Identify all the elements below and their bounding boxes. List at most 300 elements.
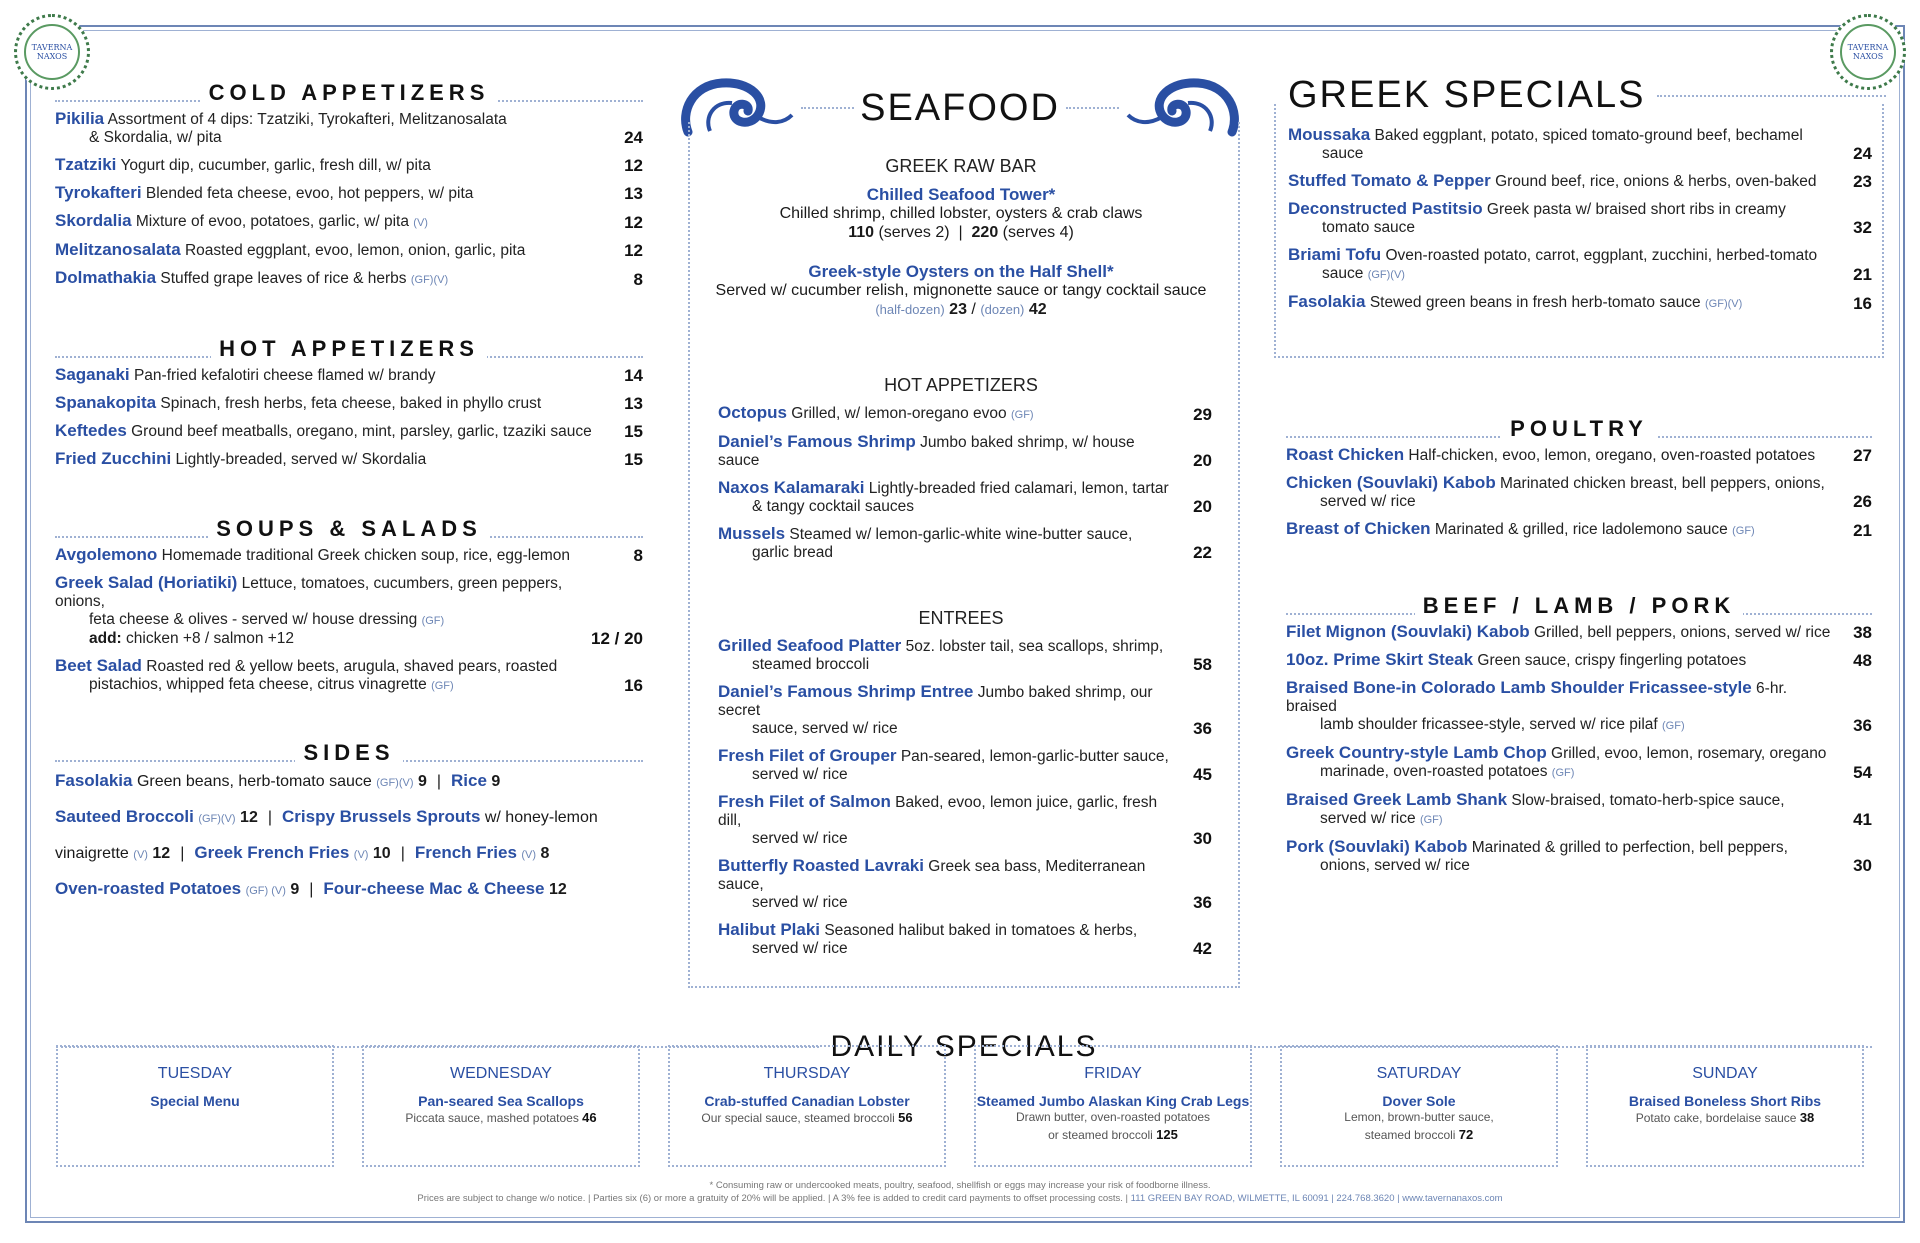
- menu-item: [1286, 474, 1872, 511]
- poultry-list: [1286, 446, 1872, 540]
- item-line: [55, 129, 605, 147]
- add-label: add:: [89, 630, 122, 647]
- item-price: 12 / 20: [591, 629, 643, 648]
- special-price: 72: [1458, 1127, 1474, 1142]
- item-price: 15: [624, 450, 643, 469]
- item-line: [1288, 293, 1834, 313]
- item-price: 45: [1193, 765, 1212, 784]
- item-line: [55, 574, 605, 611]
- menu-item: [718, 857, 1212, 912]
- item-line: [718, 479, 1174, 498]
- item-line: [718, 793, 1174, 830]
- item-line: [55, 241, 605, 260]
- seafood-tower: [710, 185, 1212, 242]
- diet-tag: (V): [521, 849, 537, 861]
- special-name: Special Menu: [150, 1093, 240, 1109]
- separator: |: [180, 845, 185, 862]
- item-name: 10oz. Prime Skirt Steak: [1286, 650, 1474, 669]
- item-desc: Slow-braised, tomato-herb-spice sauce,: [1511, 792, 1785, 809]
- poultry-heading: [1286, 416, 1872, 442]
- sides-line: [55, 836, 643, 872]
- diet-tag: (GF)(V): [1367, 269, 1405, 281]
- menu-item: [718, 683, 1212, 738]
- item-desc: Stewed green beans in fresh herb-tomato sauce: [1369, 294, 1701, 311]
- item-line: [1286, 651, 1834, 670]
- day-name: WEDNESDAY: [450, 1065, 552, 1082]
- item-desc: served w/ rice: [752, 766, 848, 783]
- side-name: Four-cheese Mac & Cheese: [323, 879, 545, 898]
- daily-special-card: [362, 1045, 640, 1167]
- item-desc: served w/ rice: [1320, 810, 1416, 827]
- oyster-prices: (half-dozen) 23 / (dozen) 42: [875, 301, 1047, 318]
- item-desc: served w/ rice: [1320, 493, 1416, 510]
- item-desc: Oven-roasted potato, carrot, eggplant, zucchini, herbed-tomato: [1385, 247, 1818, 264]
- item-price: 38: [1853, 623, 1872, 642]
- side-name: Greek French Fries: [194, 843, 350, 862]
- greek-specials-list: [1276, 104, 1882, 313]
- item-desc: sauce: [1322, 265, 1364, 282]
- item-name: Melitzanosalata: [55, 240, 181, 259]
- menu-item: [55, 156, 643, 175]
- menu-item: [718, 404, 1212, 424]
- item-line: [1286, 716, 1834, 735]
- item-price: 21: [1853, 521, 1872, 540]
- item-name: Halibut Plaki: [718, 920, 821, 939]
- item-price: 41: [1853, 810, 1872, 829]
- seafood-box: [688, 122, 1240, 988]
- menu-item: [1288, 246, 1872, 284]
- oysters: [710, 262, 1212, 319]
- item-desc: Roasted eggplant, evoo, lemon, onion, garlic, pita: [184, 242, 526, 259]
- add-on-line: [55, 630, 605, 648]
- menu-item: [1286, 744, 1872, 782]
- special-price: 125: [1156, 1127, 1178, 1142]
- item-line: [718, 894, 1174, 912]
- item-desc: marinade, oven-roasted potatoes: [1320, 763, 1548, 780]
- item-price: 23: [1853, 172, 1872, 191]
- item-desc: tomato sauce: [1322, 219, 1416, 236]
- item-price: 12: [624, 156, 643, 175]
- menu-item: [55, 546, 643, 565]
- item-price: 13: [624, 184, 643, 203]
- item-name: Fried Zucchini: [55, 449, 172, 468]
- item-price: 21: [1853, 265, 1872, 284]
- price: 220: [971, 224, 999, 241]
- item-name: Tzatziki: [55, 155, 117, 174]
- item-name: Pikilia: [55, 109, 105, 128]
- menu-item: [1286, 623, 1872, 642]
- item-line: [55, 657, 605, 676]
- diet-tag: (V): [353, 849, 369, 861]
- item-desc: Steamed w/ lemon-garlic-white wine-butter sauce,: [789, 526, 1133, 543]
- item-desc: Marinated chicken breast, bell peppers, onions,: [1500, 475, 1825, 492]
- menu-item: [55, 110, 643, 147]
- special-price: 38: [1799, 1110, 1815, 1125]
- diet-tag: (GF)(V): [410, 274, 449, 286]
- sides-line: [55, 800, 643, 836]
- item-line: [718, 720, 1174, 738]
- item-desc: Grilled, bell peppers, onions, served w/ rice: [1533, 624, 1831, 641]
- item-line: [1286, 446, 1834, 465]
- item-price: 22: [1193, 543, 1212, 562]
- item-name: Breast of Chicken: [1286, 519, 1431, 538]
- item-line: [55, 212, 605, 232]
- item-desc: Green sauce, crispy fingerling potatoes: [1477, 652, 1747, 669]
- item-line: [55, 184, 605, 203]
- diet-tag: (GF): [1551, 767, 1575, 779]
- item-name: Braised Greek Lamb Shank: [1286, 790, 1508, 809]
- item-line: [55, 269, 605, 289]
- seafood-entrees-list: [718, 637, 1212, 958]
- menu-item: [55, 657, 643, 695]
- qty: (half-dozen): [875, 302, 945, 317]
- item-desc: Baked eggplant, potato, spiced tomato-ground beef, bechamel: [1374, 127, 1803, 144]
- item-line: [1286, 744, 1834, 763]
- item-name: Naxos Kalamaraki: [718, 478, 865, 497]
- item-desc: Pan-fried kefalotiri cheese flamed w/ brandy: [133, 367, 436, 384]
- menu-item: [1288, 172, 1872, 191]
- side-name: French Fries: [414, 843, 517, 862]
- item-line: [1286, 763, 1834, 782]
- special-desc: [1588, 1109, 1862, 1127]
- raw-bar-heading: GREEK RAW BAR: [885, 156, 1037, 176]
- item-line: [55, 156, 605, 175]
- item-price: 12: [624, 241, 643, 260]
- menu-item: [55, 450, 643, 469]
- item-desc: Grilled, w/ lemon-oregano evoo: [791, 405, 1007, 422]
- item-desc: Homemade traditional Greek chicken soup, rice, egg-lemon: [161, 547, 571, 564]
- item-desc: lamb shoulder fricassee-style, served w/ rice pilaf: [1320, 716, 1658, 733]
- item-line: [1288, 172, 1834, 191]
- desc-text: Our special sauce, steamed broccoli: [701, 1111, 895, 1125]
- special-price: 56: [898, 1110, 913, 1125]
- daily-specials-title: DAILY SPECIALS: [830, 1030, 1098, 1063]
- add-text: chicken +8 / salmon +12: [126, 630, 295, 647]
- side-price: 8: [540, 845, 550, 862]
- item-desc: Greek pasta w/ braised short ribs in creamy: [1486, 201, 1786, 218]
- item-line: [1288, 246, 1834, 265]
- diet-tag: (V): [133, 849, 148, 861]
- footer-address: 111 GREEN BAY ROAD, WILMETTE, IL 60091 | 224.768.3620 | www.tavernanaxos.com: [1130, 1193, 1503, 1204]
- item-name: Briami Tofu: [1288, 245, 1382, 264]
- item-price: 48: [1853, 651, 1872, 670]
- item-name: Tyrokafteri: [55, 183, 142, 202]
- item-desc: onions, served w/ rice: [1320, 857, 1470, 874]
- seafood-hot-heading: HOT APPETIZERS: [884, 375, 1038, 395]
- item-name: Fresh Filet of Salmon: [718, 792, 891, 811]
- menu-item: [55, 269, 643, 289]
- item-price: 8: [633, 270, 643, 289]
- item-desc: Jumbo baked shrimp, our secret: [718, 684, 1153, 719]
- item-name: Mussels: [718, 524, 786, 543]
- special-name: Braised Boneless Short Ribs: [1628, 1093, 1822, 1109]
- item-price: 36: [1193, 893, 1212, 912]
- item-line: [55, 394, 605, 413]
- section-title: POULTRY: [1502, 416, 1656, 442]
- item-desc: served w/ rice: [752, 940, 848, 957]
- item-line: [718, 433, 1174, 470]
- item-line: [55, 366, 605, 385]
- daily-special-card: [974, 1045, 1252, 1167]
- logo-text: TAVERNA NAXOS: [31, 43, 73, 61]
- item-desc: Half-chicken, evoo, lemon, oregano, oven-roasted potatoes: [1408, 447, 1816, 464]
- section-title: SIDES: [295, 740, 402, 766]
- item-name: Spanakopita: [55, 393, 157, 412]
- item-line: [718, 656, 1174, 674]
- item-line: [55, 110, 605, 129]
- item-line: [718, 747, 1174, 766]
- item-name: Skordalia: [55, 211, 132, 230]
- section-title: COLD APPETIZERS: [201, 80, 498, 106]
- item-name: Roast Chicken: [1286, 445, 1405, 464]
- item-line: [1288, 219, 1834, 237]
- item-price: 20: [1193, 451, 1212, 470]
- qty: (dozen): [980, 302, 1025, 317]
- special-desc: [1282, 1109, 1556, 1126]
- divider: [1066, 107, 1119, 109]
- item-name: Octopus: [718, 403, 787, 422]
- menu-item: [55, 212, 643, 232]
- daily-special-card: [1586, 1045, 1864, 1167]
- item-price: 24: [1853, 144, 1872, 163]
- beef-lamb-pork-list: [1286, 623, 1872, 875]
- side-name: Sauteed Broccoli: [55, 807, 194, 826]
- item-desc: sauce, served w/ rice: [752, 720, 898, 737]
- item-price: 29: [1193, 405, 1212, 424]
- side-name: Oven-roasted Potatoes: [55, 879, 242, 898]
- menu-item: [1286, 520, 1872, 540]
- item-line: [718, 683, 1174, 720]
- item-price: 16: [624, 676, 643, 695]
- item-name: Avgolemono: [55, 545, 158, 564]
- item-line: [1286, 857, 1834, 875]
- item-line: [718, 766, 1174, 784]
- item-desc: pistachios, whipped feta cheese, citrus vinagrette: [89, 676, 427, 693]
- item-price: 36: [1193, 719, 1212, 738]
- logo-text: TAVERNA NAXOS: [1847, 43, 1889, 61]
- item-name: Dolmathakia: [55, 268, 157, 287]
- special-desc: [364, 1109, 638, 1127]
- daily-special-card: [1280, 1045, 1558, 1167]
- item-line: [1286, 493, 1834, 511]
- menu-item: [1288, 200, 1872, 237]
- day-name: THURSDAY: [763, 1065, 851, 1082]
- item-price: 30: [1853, 856, 1872, 875]
- item-price: 36: [1853, 716, 1872, 735]
- side-price: 12: [240, 809, 258, 826]
- item-line: [1286, 838, 1834, 857]
- beef-heading: [1286, 593, 1872, 619]
- special-desc: [1282, 1126, 1556, 1144]
- special-desc: [670, 1109, 944, 1127]
- side-price: 9: [417, 773, 427, 790]
- item-desc: Jumbo baked shrimp, w/ house sauce: [718, 434, 1135, 469]
- item-name: Greek Salad (Horiatiki): [55, 573, 238, 592]
- side-price: 10: [372, 845, 391, 862]
- oyster-desc: Served w/ cucumber relish, mignonette sauce or tangy cocktail sauce: [715, 282, 1207, 299]
- sides-list: [55, 764, 643, 908]
- menu-item: [55, 366, 643, 385]
- menu-item: [55, 394, 643, 413]
- menu-item: [55, 184, 643, 203]
- diet-tag: (GF)(V): [376, 777, 414, 789]
- item-name: Fasolakia: [1288, 292, 1366, 311]
- menu-item: [718, 637, 1212, 674]
- item-desc: Lettuce, tomatoes, cucumbers, green peppers, onions,: [55, 575, 563, 610]
- item-line: [1286, 520, 1834, 540]
- cold-appetizers-list: [55, 110, 643, 289]
- section-title: BEEF / LAMB / PORK: [1415, 593, 1743, 619]
- item-desc: Assortment of 4 dips: Tzatziki, Tyrokafteri, Melitzanosalata: [107, 111, 507, 128]
- desc-text: Lemon, brown-butter sauce,: [1344, 1110, 1494, 1124]
- special-name: Crab-stuffed Canadian Lobster: [704, 1093, 910, 1109]
- day-name: TUESDAY: [157, 1065, 233, 1082]
- tower-prices: 110 (serves 2) | 220 (serves 4): [848, 224, 1074, 241]
- item-name: Filet Mignon (Souvlaki) Kabob: [1286, 622, 1530, 641]
- hot-appetizers-heading: [55, 336, 643, 362]
- item-name: Braised Bone-in Colorado Lamb Shoulder Fricassee-style: [1286, 678, 1752, 697]
- diet-tag: (GF): [1662, 720, 1685, 732]
- tower-name: Chilled Seafood Tower*: [866, 185, 1056, 204]
- menu-item: [55, 241, 643, 260]
- diet-tag: (GF)(V): [1705, 298, 1743, 310]
- item-desc: 5oz. lobster tail, sea scallops, shrimp,: [905, 638, 1164, 655]
- item-desc: Spinach, fresh herbs, feta cheese, baked in phyllo crust: [160, 395, 542, 412]
- item-desc: 6-hr. braised: [1286, 680, 1788, 715]
- item-line: [55, 611, 605, 630]
- separator: |: [400, 845, 405, 862]
- menu-item: [1288, 293, 1872, 313]
- serves: (serves 2): [878, 224, 950, 241]
- item-name: Saganaki: [55, 365, 130, 384]
- item-price: 15: [624, 422, 643, 441]
- desc-text: Potato cake, bordelaise sauce: [1635, 1111, 1797, 1125]
- divider: [1657, 95, 1886, 97]
- item-desc: Grilled, evoo, lemon, rosemary, oregano: [1551, 745, 1827, 762]
- diet-tag: (GF) (V): [245, 885, 286, 897]
- item-line: [55, 676, 605, 695]
- item-line: [1286, 679, 1834, 716]
- side-price: 9: [491, 773, 501, 790]
- menu-item: [55, 574, 643, 648]
- desc-text: Drawn butter, oven-roasted potatoes: [1015, 1110, 1211, 1124]
- item-name: Pork (Souvlaki) Kabob: [1286, 837, 1468, 856]
- side-desc: vinaigrette: [55, 845, 129, 862]
- side-price: 12: [152, 845, 171, 862]
- item-line: [718, 830, 1174, 848]
- diet-tag: (GF): [1732, 525, 1755, 537]
- item-desc: Greek sea bass, Mediterranean sauce,: [718, 858, 1146, 893]
- separator: |: [267, 809, 272, 826]
- item-line: [1286, 810, 1834, 829]
- seafood-title: SEAFOOD: [860, 86, 1060, 129]
- greek-specials-box: [1274, 104, 1884, 358]
- item-price: 13: [624, 394, 643, 413]
- item-name: Beet Salad: [55, 656, 142, 675]
- desc-text: steamed broccoli: [1364, 1128, 1456, 1142]
- item-price: 58: [1193, 655, 1212, 674]
- item-name: Daniel’s Famous Shrimp: [718, 432, 916, 451]
- day-name: SUNDAY: [1692, 1065, 1758, 1082]
- item-desc: Marinated & grilled to perfection, bell peppers,: [1471, 839, 1788, 856]
- diet-tag: (GF): [421, 615, 445, 627]
- item-name: Butterfly Roasted Lavraki: [718, 856, 924, 875]
- item-desc: Seasoned halibut baked in tomatoes & herbs,: [824, 922, 1138, 939]
- laurel-logo-icon: [14, 14, 90, 90]
- soups-salads-heading: [55, 516, 643, 542]
- item-name: Stuffed Tomato & Pepper: [1288, 171, 1491, 190]
- soups-salads-list: [55, 546, 643, 695]
- side-desc: Green beans, herb-tomato sauce: [136, 773, 372, 790]
- section-title: HOT APPETIZERS: [211, 336, 487, 362]
- tower-desc: Chilled shrimp, chilled lobster, oysters & crab claws: [779, 205, 1143, 222]
- separator: |: [436, 773, 441, 790]
- menu-item: [1286, 651, 1872, 670]
- day-name: FRIDAY: [1084, 1065, 1142, 1082]
- footer-notice: Prices are subject to change w/o notice. | Parties six (6) or more a gratuity of 20% will be applied. | A 3% fee is added to credit card payments to offset processing costs. |: [417, 1193, 1129, 1204]
- item-price: 20: [1193, 497, 1212, 516]
- right-column: [1286, 416, 1872, 884]
- price: 23: [949, 301, 967, 318]
- item-line: [718, 498, 1174, 516]
- desc-text: Piccata sauce, mashed potatoes: [405, 1111, 579, 1125]
- divider: [801, 107, 854, 109]
- item-price: 42: [1193, 939, 1212, 958]
- item-line: [55, 422, 605, 441]
- item-desc: Yogurt dip, cucumber, garlic, fresh dill, w/ pita: [120, 157, 431, 174]
- entrees-heading: ENTREES: [918, 608, 1004, 628]
- item-desc: Baked, evoo, lemon juice, garlic, fresh dill,: [718, 794, 1158, 829]
- item-desc: & tangy cocktail sauces: [752, 498, 914, 515]
- diet-tag: (GF)(V): [198, 813, 236, 825]
- side-price: 12: [548, 881, 567, 898]
- section-title: SOUPS & SALADS: [208, 516, 490, 542]
- daily-special-card: [668, 1045, 946, 1167]
- item-desc: garlic bread: [752, 544, 833, 561]
- menu-item: [1286, 791, 1872, 829]
- special-name: Pan-seared Sea Scallops: [418, 1093, 584, 1109]
- item-line: [718, 404, 1174, 424]
- item-line: [55, 546, 605, 565]
- side-name: Fasolakia: [55, 771, 133, 790]
- desc-text: or steamed broccoli: [1048, 1128, 1153, 1142]
- item-desc: Roasted red & yellow beets, arugula, shaved pears, roasted: [146, 658, 558, 675]
- item-price: 27: [1853, 446, 1872, 465]
- item-name: Keftedes: [55, 421, 127, 440]
- item-desc: Lightly-breaded fried calamari, lemon, tartar: [868, 480, 1169, 497]
- menu-item: [1286, 838, 1872, 875]
- item-desc: Stuffed grape leaves of rice & herbs: [160, 270, 407, 287]
- item-name: Grilled Seafood Platter: [718, 636, 902, 655]
- item-line: [55, 450, 605, 469]
- item-line: [718, 921, 1174, 940]
- serves: (serves 4): [1002, 224, 1074, 241]
- menu-item: [1286, 446, 1872, 465]
- side-name: Rice: [451, 771, 487, 790]
- diet-tag: (GF): [431, 680, 454, 692]
- item-desc: steamed broccoli: [752, 656, 870, 673]
- special-price: 46: [582, 1110, 597, 1125]
- item-name: Deconstructed Pastitsio: [1288, 199, 1483, 218]
- item-line: [1288, 145, 1834, 163]
- item-price: 26: [1853, 492, 1872, 511]
- price: 42: [1028, 301, 1047, 318]
- special-name: Steamed Jumbo Alaskan King Crab Legs: [976, 1093, 1250, 1109]
- item-name: Greek Country-style Lamb Chop: [1286, 743, 1547, 762]
- menu-item: [1286, 679, 1872, 735]
- item-line: [1286, 623, 1834, 642]
- item-desc: Ground beef meatballs, oregano, mint, parsley, garlic, tzaziki sauce: [131, 423, 592, 440]
